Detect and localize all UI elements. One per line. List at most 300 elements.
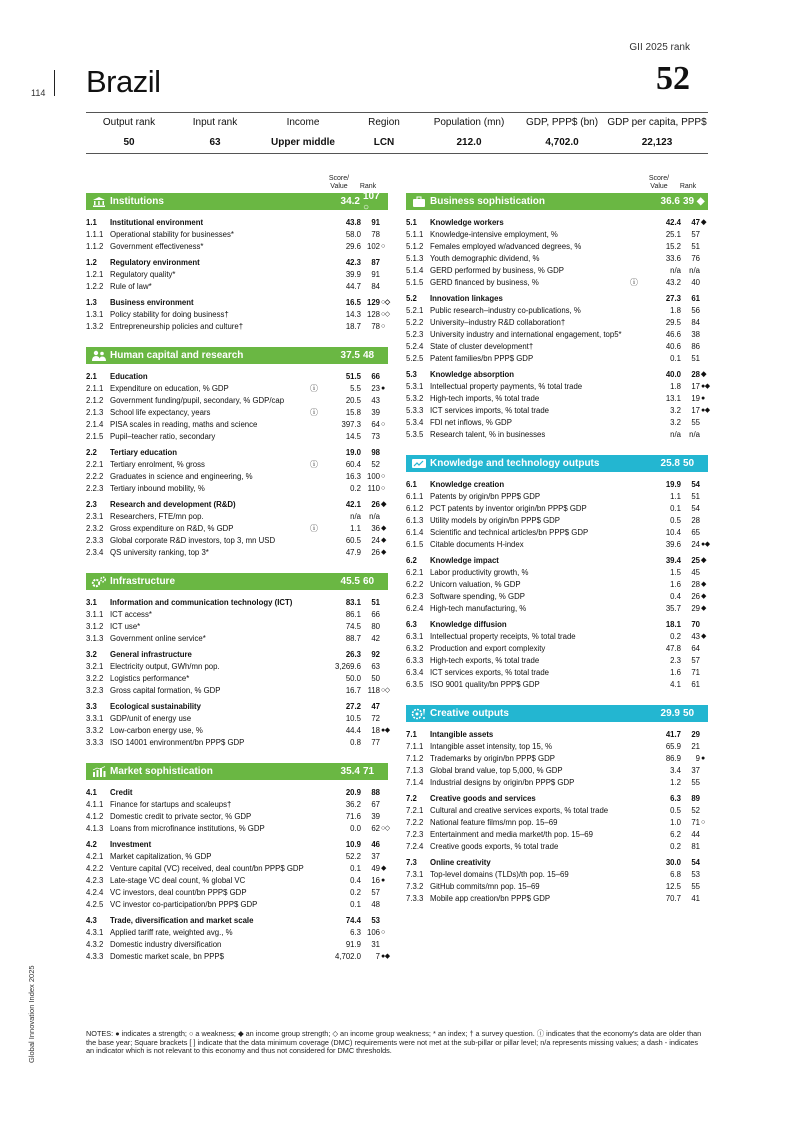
indicator-name: Top-level domains (TLDs)/th pop. 15–69 xyxy=(430,870,569,879)
gii-rank-value: 52 xyxy=(656,60,690,97)
subpillar-name: Credit xyxy=(110,788,133,797)
indicator-name: Operational stability for businesses* xyxy=(110,230,234,239)
indicator-name: Production and export complexity xyxy=(430,644,546,653)
subpillar-rank: 98 xyxy=(371,448,380,457)
indicator-name: Finance for startups and scaleups† xyxy=(110,800,232,809)
subpillar-row xyxy=(86,447,388,459)
indicator-code: 2.2.2 xyxy=(86,472,104,481)
indicator-row xyxy=(86,535,388,547)
indicator-rank: n/a xyxy=(369,512,380,521)
indicator-code: 1.1.2 xyxy=(86,242,104,251)
subpillar-score: 27.2 xyxy=(345,702,361,711)
subpillar-score: 41.7 xyxy=(665,730,681,739)
indicator-code: 3.1.2 xyxy=(86,622,104,631)
subpillar-code: 3.1 xyxy=(86,598,97,607)
indicator-rank: 39 xyxy=(371,408,380,417)
indicator-code: 4.3.1 xyxy=(86,928,104,937)
subpillar-code: 2.2 xyxy=(86,448,97,457)
indicator-marker: ●◆ xyxy=(701,541,710,548)
indicator-rank: 54 xyxy=(691,504,700,513)
indicator-code: 5.3.4 xyxy=(406,418,424,427)
indicator-row xyxy=(406,881,708,893)
subpillar-row xyxy=(406,619,708,631)
pillar-score: 45.5 xyxy=(340,576,360,587)
indicator-row xyxy=(86,951,388,963)
indicator-row xyxy=(86,927,388,939)
indicator-rank: n/a xyxy=(689,266,700,275)
subpillar-row xyxy=(406,479,708,491)
indicator-rank: 9 xyxy=(695,754,700,763)
indicator-score: 39.9 xyxy=(345,270,361,279)
rank-column-header-right: Rank xyxy=(679,183,697,190)
subpillar-marker: ○◇ xyxy=(381,299,390,306)
pillar-header xyxy=(86,573,388,590)
indicator-row xyxy=(406,869,708,881)
indicator-score: 44.4 xyxy=(345,726,361,735)
indicator-row xyxy=(86,875,388,887)
indicator-rank: 31 xyxy=(371,940,380,949)
indicator-marker: ◆ xyxy=(381,865,386,872)
indicator-code: 6.1.3 xyxy=(406,516,424,525)
indicator-name: Youth demographic dividend, % xyxy=(430,254,540,263)
indicator-marker: ● xyxy=(381,877,385,884)
subpillar-code: 5.1 xyxy=(406,218,417,227)
indicator-row xyxy=(86,459,388,471)
subpillar-code: 1.2 xyxy=(86,258,97,267)
subpillar-code: 7.1 xyxy=(406,730,417,739)
indicator-rank: 63 xyxy=(371,662,380,671)
indicator-name: Late-stage VC deal count, % global VC xyxy=(110,876,246,885)
indicator-row xyxy=(86,419,388,431)
indicator-score: 6.8 xyxy=(670,870,681,879)
indicator-name: Logistics performance* xyxy=(110,674,190,683)
indicator-row xyxy=(86,547,388,559)
indicator-rank: 26 xyxy=(371,548,380,557)
subpillar-score: 40.0 xyxy=(665,370,681,379)
subpillar-code: 3.2 xyxy=(86,650,97,659)
indicator-rank: 37 xyxy=(691,766,700,775)
subpillar-marker: ◆ xyxy=(381,501,386,508)
indicator-code: 3.2.3 xyxy=(86,686,104,695)
indicator-score: 1.5 xyxy=(670,568,681,577)
indicator-row xyxy=(86,241,388,253)
indicator-score: n/a xyxy=(350,512,361,521)
indicator-rank: 73 xyxy=(371,432,380,441)
indicator-name: Unicorn valuation, % GDP xyxy=(430,580,521,589)
indicator-rank: 19 xyxy=(691,394,700,403)
indicator-row xyxy=(406,765,708,777)
indicator-code: 7.1.3 xyxy=(406,766,424,775)
indicator-score: 6.3 xyxy=(350,928,361,937)
indicator-marker: ◆ xyxy=(381,549,386,556)
indicator-name: High-tech exports, % total trade xyxy=(430,656,540,665)
indicator-row xyxy=(86,725,388,737)
subpillar-score: 51.5 xyxy=(345,372,361,381)
knowledge-icon xyxy=(411,458,427,470)
indicator-row xyxy=(406,753,708,765)
indicator-rank: 102 xyxy=(366,242,380,251)
pillar-rank: 48 xyxy=(363,350,375,361)
indicator-score: 0.4 xyxy=(350,876,361,885)
indicator-code: 6.1.5 xyxy=(406,540,424,549)
country-title: Brazil xyxy=(86,64,161,99)
indicator-name: Mobile app creation/bn PPP$ GDP xyxy=(430,894,551,903)
indicator-score: 15.8 xyxy=(345,408,361,417)
indicator-rank: 51 xyxy=(691,492,700,501)
subpillar-rank: 87 xyxy=(371,258,380,267)
indicator-marker: ○ xyxy=(381,485,385,492)
indicator-name: Applied tariff rate, weighted avg., % xyxy=(110,928,233,937)
subpillar-name: Regulatory environment xyxy=(110,258,200,267)
left-column xyxy=(86,190,390,977)
indicator-rank: 86 xyxy=(691,342,700,351)
indicator-score: 60.4 xyxy=(345,460,361,469)
indicator-row xyxy=(406,393,708,405)
indicator-code: 5.1.3 xyxy=(406,254,424,263)
indicator-code: 6.2.1 xyxy=(406,568,424,577)
indicator-name: Scientific and technical articles/bn PPP$ GDP xyxy=(430,528,589,537)
indicator-rank: 64 xyxy=(371,420,380,429)
subpillar-row xyxy=(86,649,388,661)
indicator-name: Domestic market scale, bn PPP$ xyxy=(110,952,224,961)
subpillar-row xyxy=(86,701,388,713)
bar-chart-icon xyxy=(91,766,107,778)
pillar-header xyxy=(406,705,708,722)
indicator-marker: ●◆ xyxy=(701,407,710,414)
indicator-name: Public research–industry co-publications, % xyxy=(430,306,581,315)
indicator-row xyxy=(406,527,708,539)
subpillar-score: 18.1 xyxy=(665,620,681,629)
creative-icon xyxy=(411,708,427,720)
notes: NOTES: ● indicates a strength; ○ a weakness; ◆ an income group strength; ◇ an income group weakness; * an index; † a survey question. ⓘ indicates that the economy's data are older than the base year; Square brackets [ ] indicate that the data minimum coverage (DMC) requirements were not met at the sub-pillar or pillar level; n/a represents missing values; a dash - indicates an indicator which is not relevant to this economy and thus not considered for DMC thresholds. xyxy=(86,1029,702,1056)
indicator-score: 0.2 xyxy=(350,484,361,493)
indicator-rank: 110 xyxy=(367,484,380,493)
subpillar-code: 4.2 xyxy=(86,840,97,849)
indicator-rank: 81 xyxy=(691,842,700,851)
pillar-header xyxy=(86,347,388,364)
subpillar-rank: 54 xyxy=(691,480,700,489)
indicator-name: High-tech imports, % total trade xyxy=(430,394,540,403)
indicator-row xyxy=(86,823,388,835)
subpillar-marker: ◆ xyxy=(701,557,706,564)
indicator-row xyxy=(406,381,708,393)
indicator-score: 43.2 xyxy=(665,278,681,287)
subpillar-rank: 51 xyxy=(371,598,380,607)
indicator-code: 3.1.3 xyxy=(86,634,104,643)
subpillar-code: 5.3 xyxy=(406,370,417,379)
subpillar-score: 19.9 xyxy=(665,480,681,489)
indicator-score: 10.5 xyxy=(345,714,361,723)
pillar-score: 35.4 xyxy=(340,766,360,777)
indicator-rank: 36 xyxy=(371,524,380,533)
indicator-score: 0.1 xyxy=(670,504,681,513)
indicator-score: 58.0 xyxy=(345,230,361,239)
indicator-score: 14.3 xyxy=(345,310,361,319)
indicator-marker: ● xyxy=(701,755,705,762)
indicator-code: 7.3.1 xyxy=(406,870,424,879)
indicator-score: 29.5 xyxy=(665,318,681,327)
indicator-code: 2.3.2 xyxy=(86,524,104,533)
indicator-rank: 23 xyxy=(371,384,380,393)
indicator-code: 4.1.2 xyxy=(86,812,104,821)
indicator-code: 3.3.1 xyxy=(86,714,104,723)
subpillar-name: Business environment xyxy=(110,298,194,307)
subpillar-code: 1.3 xyxy=(86,298,97,307)
indicator-score: 39.6 xyxy=(665,540,681,549)
indicator-score: 46.6 xyxy=(665,330,681,339)
indicator-name: Intellectual property receipts, % total trade xyxy=(430,632,576,641)
subpillar-code: 2.1 xyxy=(86,372,97,381)
indicator-name: PISA scales in reading, maths and science xyxy=(110,420,258,429)
indicator-rank: 42 xyxy=(371,634,380,643)
indicator-name: State of cluster development† xyxy=(430,342,534,351)
subpillar-score: 43.8 xyxy=(345,218,361,227)
pillar-rank: 60 xyxy=(363,576,375,587)
indicator-row xyxy=(406,417,708,429)
subpillar-code: 2.3 xyxy=(86,500,97,509)
indicator-name: Government effectiveness* xyxy=(110,242,204,251)
subpillar-rank: 92 xyxy=(371,650,380,659)
indicator-rank: 65 xyxy=(691,528,700,537)
pillar-name: Creative outputs xyxy=(430,708,509,719)
indicator-rank: 40 xyxy=(691,278,700,287)
indicator-code: 1.3.2 xyxy=(86,322,104,331)
indicator-rank: 24 xyxy=(691,540,700,549)
subpillar-code: 3.3 xyxy=(86,702,97,711)
subpillar-score: 26.3 xyxy=(345,650,361,659)
indicator-rank: 52 xyxy=(691,806,700,815)
indicator-row xyxy=(406,503,708,515)
indicator-name: Utility models by origin/bn PPP$ GDP xyxy=(430,516,561,525)
indicator-marker: ○◇ xyxy=(381,825,390,832)
indicator-code: 5.1.4 xyxy=(406,266,424,275)
indicator-score: 50.0 xyxy=(345,674,361,683)
indicator-rank: 56 xyxy=(691,306,700,315)
indicator-row xyxy=(406,329,708,341)
indicator-score: 40.6 xyxy=(665,342,681,351)
indicator-rank: 38 xyxy=(691,330,700,339)
indicator-marker: ● xyxy=(701,395,705,402)
indicator-name: ICT services imports, % total trade xyxy=(430,406,550,415)
indicator-row xyxy=(86,383,388,395)
indicator-code: 4.2.3 xyxy=(86,876,104,885)
subpillar-row xyxy=(406,555,708,567)
indicator-code: 4.1.1 xyxy=(86,800,104,809)
indicator-rank: 67 xyxy=(371,800,380,809)
indicator-row xyxy=(86,899,388,911)
subpillar-name: Creative goods and services xyxy=(430,794,536,803)
subpillar-score: 42.4 xyxy=(665,218,681,227)
indicator-rank: 78 xyxy=(371,322,380,331)
indicator-score: 3,269.6 xyxy=(334,662,361,671)
indicator-score: 74.5 xyxy=(345,622,361,631)
score-column-header-left: Score/ Value xyxy=(328,175,350,190)
subpillar-rank: 129 xyxy=(366,298,380,307)
pillar-header xyxy=(406,455,708,472)
indicator-code: 4.3.3 xyxy=(86,952,104,961)
indicator-name: Females employed w/advanced degrees, % xyxy=(430,242,582,251)
subpillar-name: Knowledge creation xyxy=(430,480,505,489)
subpillar-code: 6.2 xyxy=(406,556,417,565)
pillar-rank: 39 ◆ xyxy=(683,196,705,207)
indicator-name: Patents by origin/bn PPP$ GDP xyxy=(430,492,541,501)
subpillar-rank: 89 xyxy=(691,794,700,803)
pillar-score: 36.6 xyxy=(660,196,680,207)
indicator-code: 4.2.5 xyxy=(86,900,104,909)
pillar-score: 29.9 xyxy=(660,708,680,719)
indicator-score: 44.7 xyxy=(345,282,361,291)
indicator-row xyxy=(406,277,708,289)
indicator-name: Market capitalization, % GDP xyxy=(110,852,212,861)
indicator-name: Trademarks by origin/bn PPP$ GDP xyxy=(430,754,555,763)
indicator-code: 3.2.1 xyxy=(86,662,104,671)
indicator-code: 7.1.1 xyxy=(406,742,424,751)
indicator-score: 16.3 xyxy=(345,472,361,481)
indicator-marker: ●◆ xyxy=(701,383,710,390)
gii-rank-label: GII 2025 rank xyxy=(629,42,690,53)
subpillar-name: Trade, diversification and market scale xyxy=(110,916,254,925)
indicator-score: 20.5 xyxy=(345,396,361,405)
indicator-row xyxy=(86,685,388,697)
indicator-name: VC investor co-participation/bn PPP$ GDP xyxy=(110,900,258,909)
subpillar-name: Ecological sustainability xyxy=(110,702,201,711)
indicator-marker: ● xyxy=(381,385,385,392)
briefcase-icon xyxy=(411,196,427,208)
indicator-score: 1.8 xyxy=(670,306,681,315)
pillar-name: Human capital and research xyxy=(110,350,244,361)
subpillar-rank: 46 xyxy=(371,840,380,849)
subpillar-rank: 54 xyxy=(691,858,700,867)
indicator-name: Government online service* xyxy=(110,634,206,643)
indicator-code: 6.2.2 xyxy=(406,580,424,589)
indicator-score: 4,702.0 xyxy=(334,952,361,961)
indicator-score: 60.5 xyxy=(345,536,361,545)
indicator-rank: 64 xyxy=(691,644,700,653)
indicator-code: 2.1.1 xyxy=(86,384,104,393)
indicator-score: 47.9 xyxy=(345,548,361,557)
subpillar-code: 4.3 xyxy=(86,916,97,925)
subpillar-row xyxy=(406,793,708,805)
older-data-flag: ⓘ xyxy=(310,524,318,533)
indicator-code: 6.1.1 xyxy=(406,492,424,501)
indicator-name: Gross capital formation, % GDP xyxy=(110,686,221,695)
indicator-code: 1.3.1 xyxy=(86,310,104,319)
subpillar-row xyxy=(86,597,388,609)
indicator-marker: ○◇ xyxy=(381,311,390,318)
indicator-score: 65.9 xyxy=(665,742,681,751)
indicator-code: 4.2.2 xyxy=(86,864,104,873)
indicator-rank: 78 xyxy=(371,230,380,239)
indicator-name: Entertainment and media market/th pop. 15–69 xyxy=(430,830,593,839)
indicator-name: ICT access* xyxy=(110,610,152,619)
indicator-code: 5.3.3 xyxy=(406,406,424,415)
indicator-code: 1.1.1 xyxy=(86,230,104,239)
indicator-rank: 106 xyxy=(366,928,380,937)
indicator-row xyxy=(86,887,388,899)
indicator-row xyxy=(86,523,388,535)
indicator-rank: 91 xyxy=(371,270,380,279)
pillar-spacer xyxy=(406,695,708,705)
indicator-name: Entrepreneurship policies and culture† xyxy=(110,322,244,331)
indicator-marker: ◆ xyxy=(381,537,386,544)
indicator-marker: ○◇ xyxy=(381,687,390,694)
page-number: 114 xyxy=(31,88,46,98)
indicator-name: Labor productivity growth, % xyxy=(430,568,529,577)
subpillar-name: Education xyxy=(110,372,148,381)
indicator-marker: ○ xyxy=(381,323,385,330)
indicator-score: 0.4 xyxy=(670,592,681,601)
indicator-row xyxy=(406,777,708,789)
indicator-code: 3.3.2 xyxy=(86,726,104,735)
subpillar-score: 42.1 xyxy=(345,500,361,509)
indicator-score: 3.4 xyxy=(670,766,681,775)
indicator-marker: ○ xyxy=(381,421,385,428)
indicator-marker: ◆ xyxy=(701,633,706,640)
subpillar-marker: ◆ xyxy=(701,219,706,226)
indicator-rank: 57 xyxy=(691,656,700,665)
indicator-score: 86.9 xyxy=(665,754,681,763)
indicator-score: 91.9 xyxy=(345,940,361,949)
pillar-name: Market sophistication xyxy=(110,766,213,777)
indicator-row xyxy=(86,471,388,483)
indicator-score: 1.1 xyxy=(350,524,361,533)
indicator-rank: 43 xyxy=(371,396,380,405)
indicator-code: 4.2.1 xyxy=(86,852,104,861)
indicator-score: 36.2 xyxy=(345,800,361,809)
subpillar-name: Online creativity xyxy=(430,858,491,867)
indicator-row xyxy=(406,341,708,353)
indicator-name: School life expectancy, years xyxy=(110,408,211,417)
subpillar-name: Research and development (R&D) xyxy=(110,500,236,509)
indicator-name: QS university ranking, top 3* xyxy=(110,548,209,557)
indicator-row xyxy=(406,405,708,417)
indicator-marker: ◆ xyxy=(701,593,706,600)
indicator-row xyxy=(406,893,708,905)
indicator-score: 6.2 xyxy=(670,830,681,839)
subpillar-code: 6.1 xyxy=(406,480,417,489)
indicator-score: 0.5 xyxy=(670,516,681,525)
indicator-rank: 17 xyxy=(691,406,700,415)
indicator-name: ICT use* xyxy=(110,622,141,631)
indicator-name: University–industry R&D collaboration† xyxy=(430,318,566,327)
indicator-marker: ◆ xyxy=(701,581,706,588)
indicator-name: Citable documents H-index xyxy=(430,540,524,549)
indicator-name: GERD performed by business, % GDP xyxy=(430,266,564,275)
indicator-score: 1.6 xyxy=(670,580,681,589)
indicator-code: 4.3.2 xyxy=(86,940,104,949)
subpillar-name: Knowledge diffusion xyxy=(430,620,507,629)
indicator-score: 10.4 xyxy=(665,528,681,537)
indicator-name: GDP/unit of energy use xyxy=(110,714,192,723)
subpillar-name: Investment xyxy=(110,840,152,849)
indicator-code: 2.3.4 xyxy=(86,548,104,557)
indicator-name: GitHub commits/mn pop. 15–69 xyxy=(430,882,540,891)
indicator-row xyxy=(406,679,708,691)
indicator-score: 1.8 xyxy=(670,382,681,391)
indicator-code: 7.2.1 xyxy=(406,806,424,815)
subpillar-row xyxy=(406,293,708,305)
indicator-score: 0.1 xyxy=(670,354,681,363)
indicator-row xyxy=(86,321,388,333)
indicator-rank: 76 xyxy=(691,254,700,263)
indicator-code: 6.3.5 xyxy=(406,680,424,689)
pillar-spacer xyxy=(86,337,388,347)
indicator-score: 1.0 xyxy=(670,818,681,827)
indicator-code: 6.3.1 xyxy=(406,632,424,641)
indicator-name: Regulatory quality* xyxy=(110,270,176,279)
indicator-name: Tertiary inbound mobility, % xyxy=(110,484,205,493)
indicator-score: 0.2 xyxy=(350,888,361,897)
